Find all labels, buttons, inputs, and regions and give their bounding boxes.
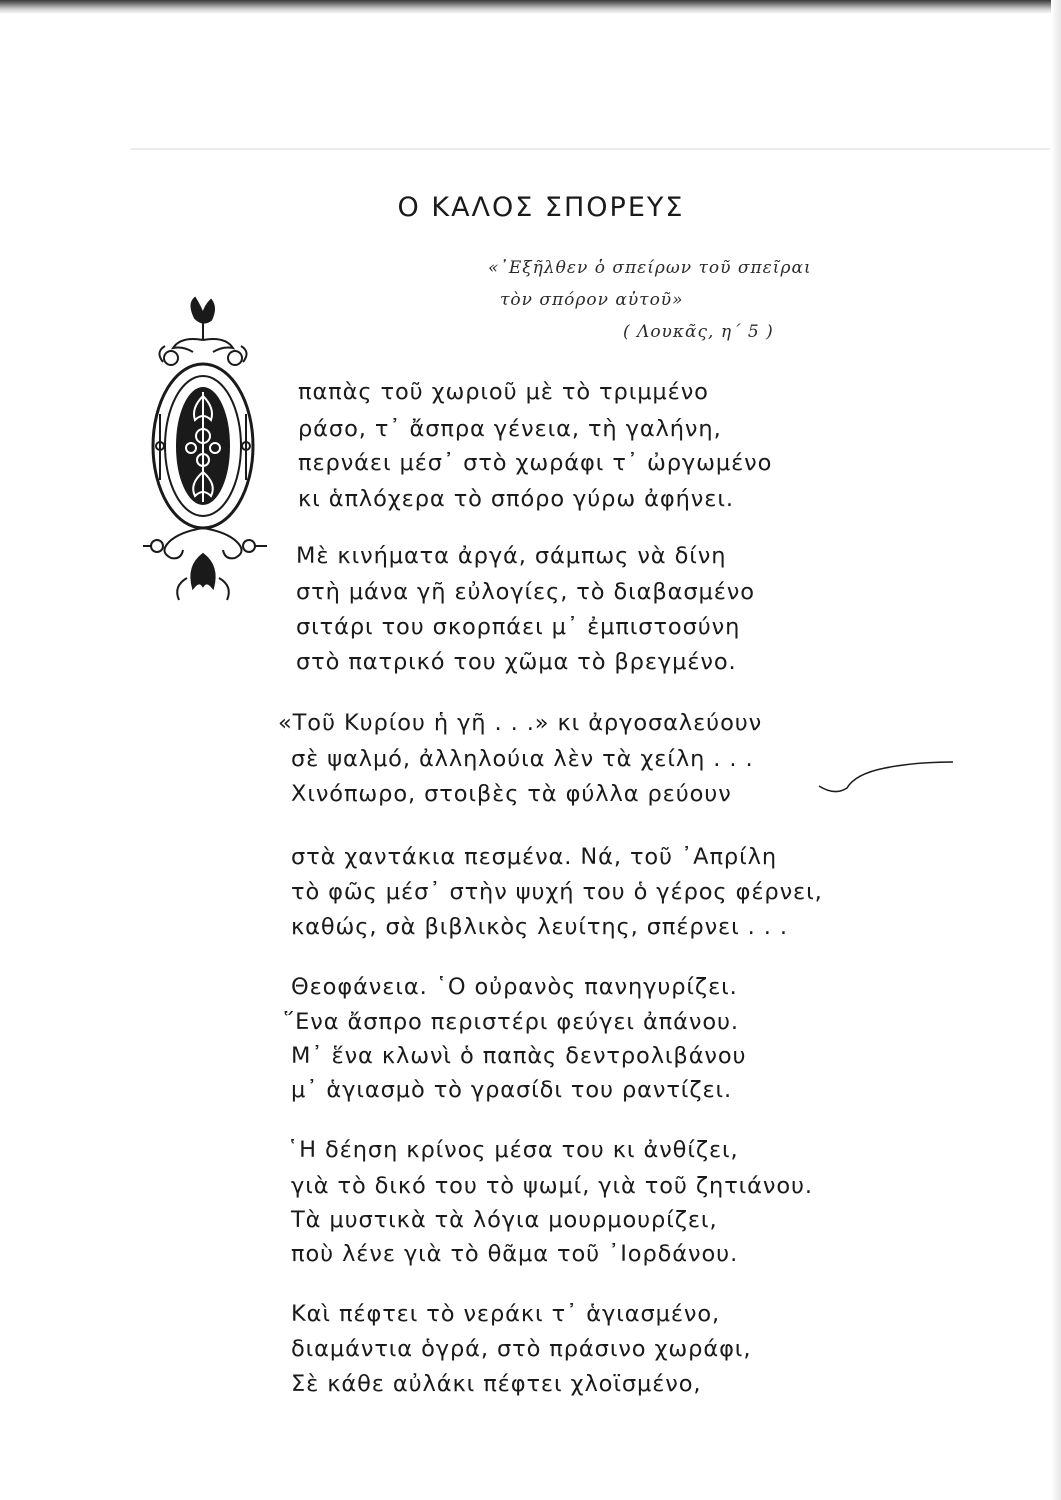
- verse-line: ῞Ενα ἄσπρο περιστέρι φεύγει ἀπάνου.: [283, 1009, 739, 1035]
- verse-line: κι ἁπλόχερα τὸ σπόρο γύρω ἀφήνει.: [298, 486, 734, 512]
- epigraph-line-2: τὸν σπόρον αὐτοῦ»: [500, 290, 684, 310]
- verse-line: μ᾿ ἁγιασμὸ τὸ γρασίδι του ραντίζει.: [291, 1077, 733, 1103]
- verse-line: στὸ πατρικό του χῶμα τὸ βρεγμένο.: [296, 649, 737, 675]
- poem-title: Ο ΚΑΛΟΣ ΣΠΟΡΕΥΣ: [397, 192, 685, 223]
- verse-line: γιὰ τὸ δικό του τὸ ψωμί, γιὰ τοῦ ζητιάνου.: [291, 1173, 813, 1199]
- margin-pen-mark: [815, 756, 955, 806]
- epigraph-citation: ( Λουκᾶς, η΄ 5 ): [623, 322, 774, 342]
- verse-line: ράσο, τ᾿ ἄσπρα γένεια, τὴ γαλήνη,: [298, 416, 722, 442]
- verse-line: διαμάντια ὁγρά, στὸ πράσινο χωράφι,: [291, 1336, 752, 1362]
- verse-line: ποὺ λένε γιὰ τὸ θᾶμα τοῦ ᾿Ιορδάνου.: [291, 1241, 739, 1267]
- verse-line: Τὰ μυστικὰ τὰ λόγια μουρμουρίζει,: [291, 1207, 718, 1233]
- verse-line: σιτάρι του σκορπάει μ᾿ ἐμπιστοσύνη: [296, 614, 741, 640]
- verse-line: Μ᾿ ἕνα κλωνὶ ὁ παπὰς δεντρολιβάνου: [291, 1043, 747, 1069]
- verse-line: στὴ μάνα γῆ εὐλογίες, τὸ διαβασμένο: [296, 579, 755, 605]
- verse-line: Θεοφάνεια. ῾Ο οὐρανὸς πανηγυρίζει.: [291, 974, 738, 1000]
- verse-line: ῾Η δέηση κρίνος μέσα του κι ἀνθίζει,: [287, 1137, 739, 1163]
- verse-line: σὲ ψαλμό, ἀλληλούια λὲν τὰ χείλη . . .: [291, 746, 754, 772]
- verse-line: Χινόπωρο, στοιβὲς τὰ φύλλα ρεύουν: [291, 781, 732, 807]
- verse-line: στὰ χαντάκια πεσμένα. Νά, τοῦ ᾿Απρίλη: [291, 844, 777, 870]
- verse-line: τὸ φῶς μέσ᾿ στὴν ψυχή του ὁ γέρος φέρνει,: [291, 879, 823, 905]
- verse-line: περνάει μέσ᾿ στὸ χωράφι τ᾿ ὠργωμένο: [298, 450, 773, 476]
- verse-line: Καὶ πέφτει τὸ νεράκι τ᾿ ἁγιασμένο,: [291, 1301, 721, 1327]
- verse-line: Σὲ κάθε αὐλάκι πέφτει χλοϊσμένο,: [291, 1371, 702, 1397]
- epigraph-line-1: «᾿Εξῆλθεν ὁ σπείρων τοῦ σπεῖραι: [488, 258, 812, 278]
- verse-line: καθώς, σὰ βιβλικὸς λευίτης, σπέρνει . . .: [291, 914, 788, 940]
- verse-line: Μὲ κινήματα ἀργά, σάμπως νὰ δίνη: [296, 543, 727, 569]
- verse-line: «Τοῦ Κυρίου ἡ γῆ . . .» κι ἀργοσαλεύουν: [278, 710, 763, 736]
- verse-line: παπὰς τοῦ χωριοῦ μὲ τὸ τριμμένο: [298, 379, 709, 405]
